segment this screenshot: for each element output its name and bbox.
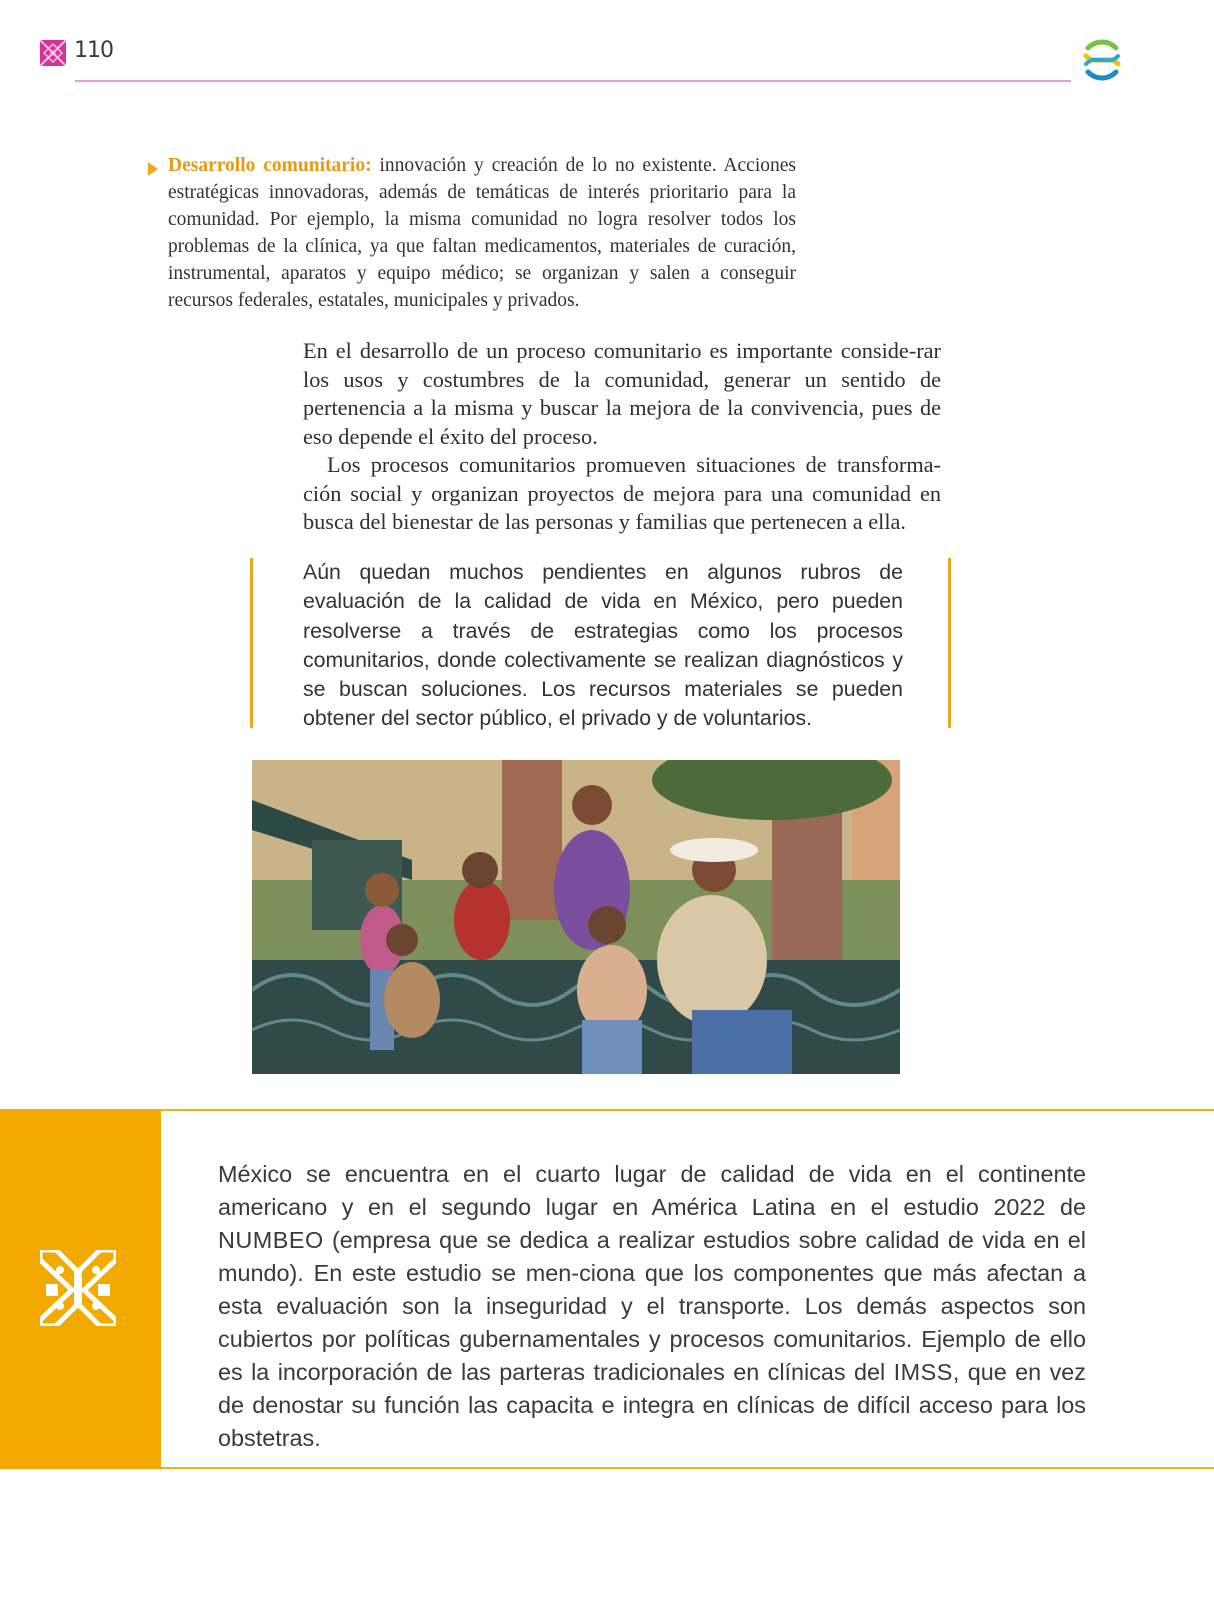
imss-name: IMSS	[893, 1359, 953, 1385]
bullet-body: innovación y creación de lo no existente. Acciones estratégicas innovadoras, además de temáticas de interés prioritario para la comunidad. Por ejemplo, la misma comunidad no logra resolver todos los problemas de la clínica, ya que faltan medicamentos, materiales de curación, instrumental, aparatos y equipo médico; se organizan y salen a conseguir recursos federales, estatales, municipales y privados.	[168, 155, 796, 311]
numbeo-name: NUMBEO	[218, 1227, 324, 1253]
bullet-paragraph	[168, 152, 796, 314]
woven-pattern-icon	[40, 1250, 116, 1326]
infobox-text	[218, 1158, 1086, 1455]
infobox-top-rule	[161, 1109, 1214, 1111]
paragraph-1: En el desarrollo de un proceso comunitario es importante conside-rar los usos y costumbres de la comunidad, generar un sentido de pertenencia a la misma y buscar la mejora de la convivencia, pues de eso depende el éxito del proceso.	[303, 338, 941, 449]
pink-woven-pattern-icon	[40, 40, 66, 66]
bullet-arrow-icon	[148, 162, 158, 176]
infobox-text-part-1: México se encuentra en el cuarto lugar de calidad de vida en el continente americano y en el segundo lugar en América Latina en el estudio 2022 de	[218, 1161, 1086, 1220]
header-divider	[75, 80, 1071, 82]
infobox-text-part-2: (empresa que se dedica a realizar estudios sobre calidad de vida en el mundo). En este estudio se men-ciona que los componentes que más afectan a esta evaluación son la inseguridad y el transporte. Los demás aspectos son cubiertos por políticas gubernamentales y procesos comunitarios. Ejemplo de ello es la incorporación de las parteras tradicionales en clínicas del	[218, 1227, 1086, 1385]
callout-text: Aún quedan muchos pendientes en algunos rubros de evaluación de la calidad de vida en México, pero pueden resolverse a través de estrategias como los procesos comunitarios, donde colectivamente se realizan diagnósticos y se buscan soluciones. Los recursos materiales se pueden obtener del sector público, el privado y de voluntarios.	[303, 560, 903, 731]
paragraph-2: Los procesos comunitarios promueven situaciones de transforma-ción social y organizan proyectos de mejora para una comunidad en busca del bienestar de las personas y familias que pertenecen a ella.	[303, 452, 941, 534]
callout-right-bar	[948, 558, 951, 728]
family-on-park-bench-photo	[252, 760, 900, 1074]
infobox-text-part-3: , que en vez de denostar su función las capacita e integra en clínicas de difícil acceso para los obstetras.	[218, 1359, 1086, 1451]
colorful-knot-logo-icon	[1078, 36, 1126, 84]
infobox-bottom-rule	[161, 1467, 1214, 1469]
bullet-term: Desarrollo comunitario:	[168, 155, 372, 176]
callout-left-bar	[250, 558, 253, 728]
main-text	[303, 337, 941, 537]
page-number: 110	[74, 38, 113, 63]
